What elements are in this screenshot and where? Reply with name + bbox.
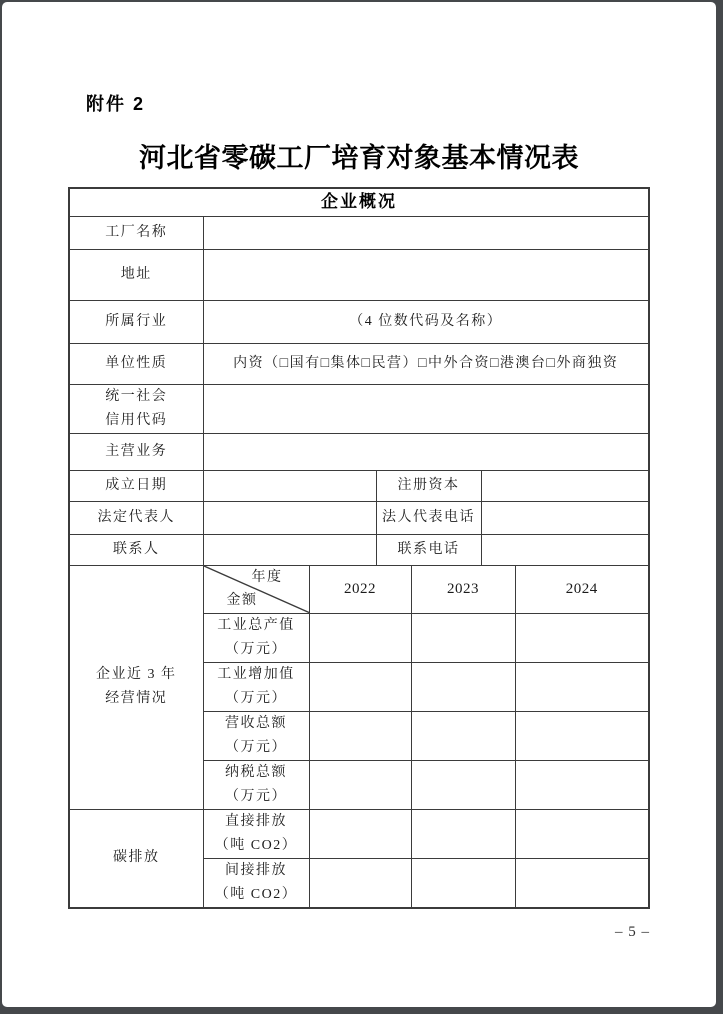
metric-line2: （吨 CO2） [214,837,298,853]
row-label-credit-code [69,384,203,433]
row-label-establish-date: 成立日期 [69,471,203,502]
data-cell [515,809,649,858]
year-header-2023: 2023 [411,566,515,613]
metric-line1: 营收总额 [225,715,287,731]
metric-label-direct-emissions [203,809,309,858]
contact-person-value-cell [203,535,376,566]
data-cell [411,760,515,809]
group-label-carbon-emissions: 碳排放 [69,809,203,908]
address-value-cell [203,249,649,300]
credit-code-label-line2: 信用代码 [105,412,168,428]
data-cell [411,662,515,711]
row-label-contact-phone: 联系电话 [376,535,481,566]
diagonal-label-amount: 金额 [226,592,258,608]
data-cell [411,809,515,858]
data-cell [411,711,515,760]
row-label-industry: 所属行业 [69,300,203,343]
registered-capital-value-cell [481,471,649,502]
establish-date-value-cell [203,471,376,502]
row-label-legal-rep-phone: 法人代表电话 [376,502,481,535]
metric-line2: （万元） [225,788,287,804]
metric-line2: （万元） [225,641,287,657]
data-cell [309,613,411,662]
year-header-2022: 2022 [309,566,411,613]
page-number: – 5 – [615,924,650,940]
metric-line1: 纳税总额 [225,764,287,780]
main-business-value-cell [203,433,649,470]
data-cell [411,613,515,662]
table-section-general [68,187,650,471]
row-label-legal-representative: 法定代表人 [69,502,203,535]
row-label-main-business: 主营业务 [69,433,203,470]
metric-label-indirect-emissions [203,858,309,908]
row-label-address: 地址 [69,249,203,300]
table-section-title: 企业概况 [69,188,649,216]
credit-code-value-cell [203,384,649,433]
row-label-registered-capital: 注册资本 [376,471,481,502]
data-cell [515,662,649,711]
data-cell [309,809,411,858]
legal-rep-phone-value-cell [481,502,649,535]
document-title: 河北省零碳工厂培育对象基本情况表 [139,143,579,173]
document-page [2,2,716,1007]
credit-code-label-line1: 统一社会 [105,388,168,404]
data-cell [309,858,411,908]
contact-phone-value-cell [481,535,649,566]
metric-line1: 间接排放 [225,862,287,878]
metric-label-added-value [203,662,309,711]
data-cell [515,613,649,662]
diagonal-header-cell [203,566,309,613]
table-section-yearly-matrix [68,566,650,909]
factory-name-value-cell [203,216,649,249]
row-label-unit-nature: 单位性质 [69,343,203,384]
metric-label-total-tax [203,760,309,809]
metric-line2: （万元） [225,739,287,755]
row-label-factory-name: 工厂名称 [69,216,203,249]
metric-line2: （万元） [225,690,287,706]
row-label-contact-person: 联系人 [69,535,203,566]
metric-label-gross-output [203,613,309,662]
metric-label-total-revenue [203,711,309,760]
data-cell [411,858,515,908]
data-cell [515,858,649,908]
metric-line1: 工业总产值 [217,617,295,633]
industry-value-cell: （4 位数代码及名称） [203,300,649,343]
data-cell [515,760,649,809]
data-cell [515,711,649,760]
table-section-contacts [68,471,650,567]
diagonal-label-year: 年度 [251,570,283,585]
data-cell [309,662,411,711]
group-label-operations [69,566,203,809]
company-overview-table [68,187,648,909]
operations-label-line2: 经营情况 [105,691,168,707]
metric-line2: （吨 CO2） [214,886,298,902]
metric-line1: 直接排放 [225,813,287,829]
year-header-2024: 2024 [515,566,649,613]
attachment-label: 附件 2 [86,94,146,114]
data-cell [309,760,411,809]
unit-nature-options-cell: 内资（□国有□集体□民营）□中外合资□港澳台□外商独资 [203,343,649,384]
operations-label-line1: 企业近 3 年 [96,667,177,683]
metric-line1: 工业增加值 [217,666,295,682]
legal-representative-value-cell [203,502,376,535]
data-cell [309,711,411,760]
